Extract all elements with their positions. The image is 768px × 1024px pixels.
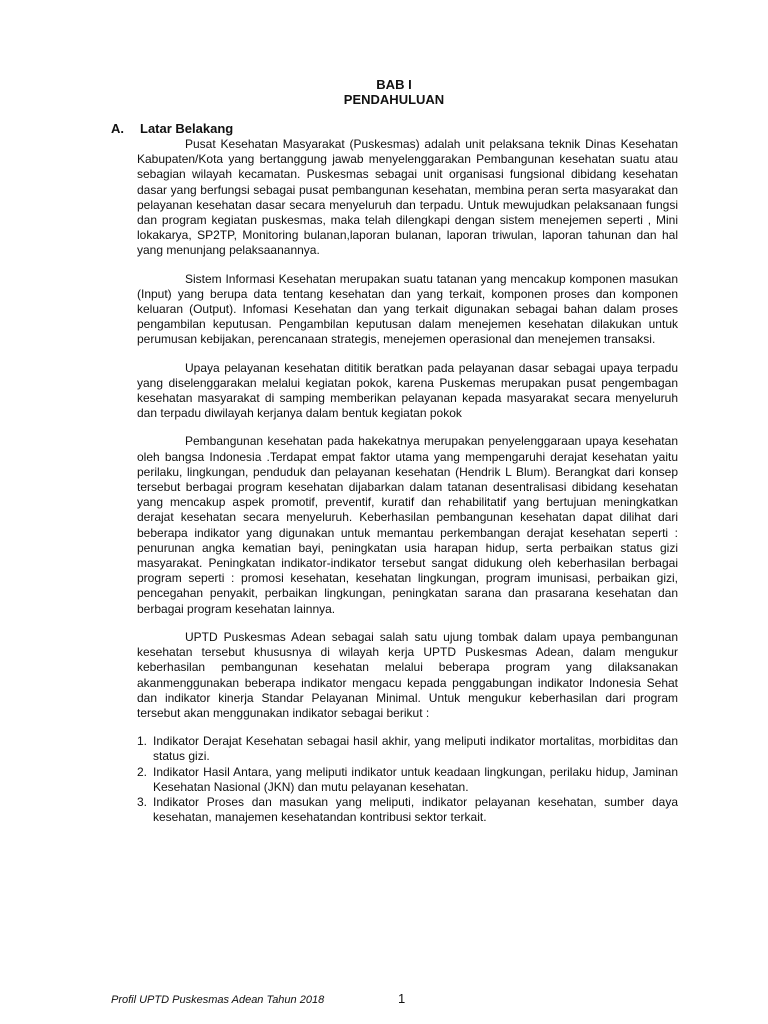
list-item-text: Indikator Proses dan masukan yang meliputi, indikator pelayanan kesehatan, sumber daya kesehatan, manajemen kesehatandan kontribusi sektor terkait.: [153, 794, 678, 825]
document-body: [137, 137, 678, 825]
list-item-number: 2.: [137, 764, 148, 779]
paragraph: Sistem Informasi Kesehatan merupakan suatu tatanan yang mencakup komponen masukan (Input) yang berupa data tentang kesehatan dan yang terkait, komponen proses dan komponen keluaran (Output). Infomasi Kesehatan dan yang terkait digunakan sebagai bahan dalam proses pengambilan keputusan. Pengambilan keputusan dalam menejemen kesehatan dilakukan untuk perumusan kebijakan, perencanaan strategis, menejemen operasional dan menejemen transaksi.: [137, 271, 678, 347]
list-item-number: 1.: [137, 734, 148, 749]
list-item: [137, 734, 678, 764]
section-title: Latar Belakang: [140, 121, 234, 136]
paragraph: Upaya pelayanan kesehatan dititik beratkan pada pelayanan dasar sebagai upaya terpadu yang diselenggarakan melalui kegiatan pokok, karena Puskemas merupakan pusat pengembagan kesehatan masyarakat di samping memberikan pelayanan kepada masyarakat secara menyeluruh dan terpadu diwilayah kerjanya dalam bentuk kegiatan pokok: [137, 360, 678, 421]
page-number: 1: [398, 991, 406, 1006]
section-heading: [111, 121, 233, 136]
list-item-text: Indikator Derajat Kesehatan sebagai hasil akhir, yang meliputi indikator mortalitas, morbiditas dan status gizi.: [153, 734, 678, 764]
paragraph: UPTD Puskesmas Adean sebagai salah satu ujung tombak dalam upaya pembangunan kesehatan tersebut khususnya di wilayah kerja UPTD Puskesmas Adean, dalam mengukur keberhasilan pembangunan kesehatan melalui beberapa program yang dilaksanakan akanmenggunakan beberapa indikator mengacu kepada penggabungan indikator Indonesia Sehat dan indikator kinerja Standar Pelayanan Minimal. Untuk mengukur keberhasilan dari program tersebut akan menggunakan indikator sebagai berikut :: [137, 629, 678, 720]
list-item-number: 3.: [137, 794, 148, 809]
chapter-label: BAB I: [376, 77, 412, 92]
list-item: [137, 765, 678, 795]
chapter-title: PENDAHULUAN: [343, 92, 445, 107]
list-item-text: Indikator Hasil Antara, yang meliputi indikator untuk keadaan lingkungan, perilaku hidup, Jaminan Kesehatan Nasional (JKN) dan mutu pelayanan kesehatan.: [153, 764, 678, 794]
section-number: A.: [111, 121, 124, 136]
paragraph: Pembangunan kesehatan pada hakekatnya merupakan penyelenggaraan upaya kesehatan oleh bangsa Indonesia .Terdapat empat faktor utama yang mempengaruhi derajat kesehatan yaitu perilaku, lingkungan, penduduk dan pelayanan kesehatan (Hendrik L Blum). Berangkat dari konsep tersebut berbagai program kesehatan dijabarkan dalam tatanan desentralisasi dibidang kesehatan yang mencakup aspek promotif, preventif, kuratif dan rehabilitatif yang bertujuan meningkatkan derajat kesehatan secara menyeluruh. Keberhasilan pembangunan kesehatan dapat dilihat dari beberapa indikator yang digunakan untuk memantau perkembangan derajat kesehatan seperti : penurunan angka kematian bayi, peningkatan usia harapan hidup, serta perbaikan status gizi masyarakat. Peningkatan indikator-indikator tersebut sangat didukung oleh keberhasilan berbagai program seperti : promosi kesehatan, kesehatan lingkungan, program imunisasi, perbaikan gizi, pencegahan penyakit, perbaikan lingkungan, peningkatan sarana dan prasarana kesehatan dan berbagai program kesehatan lainnya.: [137, 434, 678, 616]
list-item: [137, 795, 678, 825]
footer-text: Profil UPTD Puskesmas Adean Tahun 2018: [111, 994, 325, 1006]
indicator-list: [137, 734, 678, 825]
paragraph: Pusat Kesehatan Masyarakat (Puskesmas) adalah unit pelaksana teknik Dinas Kesehatan Kabupaten/Kota yang bertanggung jawab menyelenggarakan Pembangunan kesehatan suatu atau sebagian wilayah kecamatan. Puskesmas sebagai unit organisasi fungsional dibidang kesehatan dasar yang berfungsi sebagai pusat pembangunan kesehatan, membina peran serta masyarakat dan pelayanan kesehatan dasar secara menyeluruh dan terpadu. Untuk mewujudkan pelaksanaan fungsi dan program kegiatan puskesmas, maka telah dilengkapi dengan sistem menejemen seperti , Mini lokakarya, SP2TP, Monitoring bulanan,laporan bulanan, laporan triwulan, laporan tahunan dan hal yang menunjang pelaksaanannya.: [137, 137, 678, 258]
